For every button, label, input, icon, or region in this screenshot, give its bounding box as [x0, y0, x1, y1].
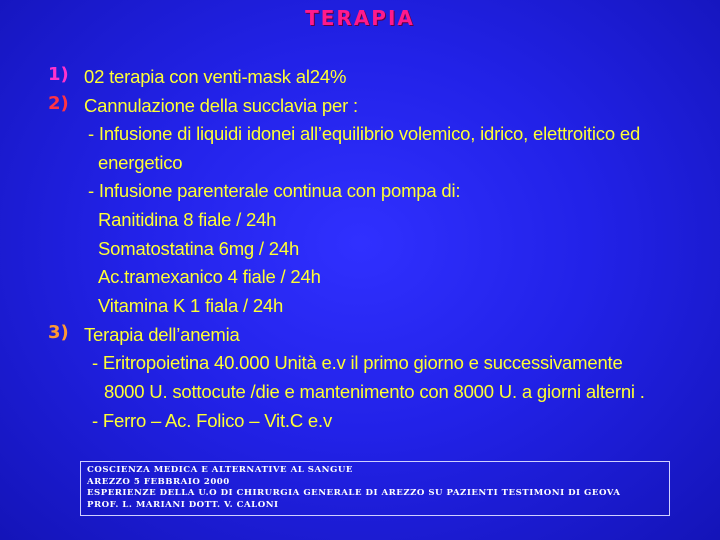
- item-text-3: Terapia dell’anemia: [84, 324, 240, 345]
- sub-line-eritropoietina: - Eritropoietina 40.000 Unità e.v il primo giorno e successivamente: [92, 352, 623, 373]
- sub-line-infusione-parenterale: - Infusione parenterale continua con pompa di:: [88, 180, 461, 201]
- footer-line-conference: COSCIENZA MEDICA E ALTERNATIVE AL SANGUE: [87, 465, 353, 475]
- footer-line-department: ESPERIENZE DELLA U.O DI CHIRURGIA GENERALE DI AREZZO SU PAZIENTI TESTIMONI DI GEOVA: [87, 488, 621, 498]
- sub-line-ranitidina: Ranitidina 8 fiale / 24h: [98, 209, 277, 230]
- footer-box: [80, 461, 670, 516]
- item-number-3: 3): [48, 322, 69, 343]
- sub-line-infusione-liquidi: - Infusione di liquidi idonei all’equilibrio volemico, idrico, elettroitico ed: [88, 123, 641, 144]
- sub-line-8000-unita: 8000 U. sottocute /die e mantenimento con 8000 U. a giorni alterni .: [104, 381, 645, 402]
- sub-line-vitamina-k: Vitamina K 1 fiala / 24h: [98, 295, 284, 316]
- item-number-1: 1): [48, 64, 69, 85]
- footer-line-authors: PROF. L. MARIANI DOTT. V. CALONI: [87, 499, 279, 510]
- footer-line-date: AREZZO 5 FEBBRAIO 2000: [87, 476, 230, 487]
- sub-line-energetico: energetico: [98, 152, 183, 173]
- item-number-2: 2): [48, 93, 69, 114]
- sub-line-tramexanico: Ac.tramexanico 4 fiale / 24h: [98, 266, 321, 287]
- item-text-1: 02 terapia con venti-mask al24%: [84, 66, 347, 87]
- item-text-2: Cannulazione della succlavia per :: [84, 95, 358, 116]
- sub-line-ferro: - Ferro – Ac. Folico – Vit.C e.v: [92, 410, 333, 431]
- slide-title: TERAPIA: [305, 6, 415, 30]
- sub-line-somatostatina: Somatostatina 6mg / 24h: [98, 238, 300, 259]
